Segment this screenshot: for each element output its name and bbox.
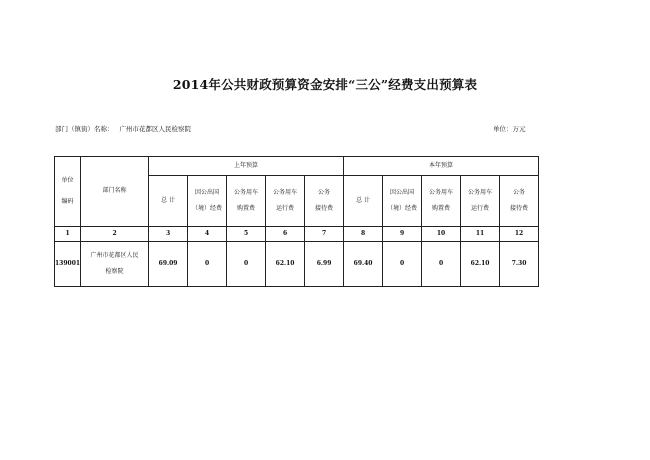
row-this-total: 69.40	[344, 242, 383, 287]
row-this-reception: 7.30	[500, 242, 539, 287]
unit-label: 单位：万元	[493, 125, 526, 133]
index-cell: 4	[188, 227, 227, 242]
row-this-purchase: 0	[422, 242, 461, 287]
header-this-abroad: 因公出国 （境）经费	[383, 176, 422, 227]
header-prev-year: 上年预算	[149, 157, 344, 176]
index-cell: 11	[461, 227, 500, 242]
row-dept-name	[81, 242, 149, 287]
header-prev-reception: 公务 接待费	[305, 176, 344, 227]
row-dept-name-line2: 检察院	[105, 268, 124, 275]
index-cell: 10	[422, 227, 461, 242]
index-cell: 7	[305, 227, 344, 242]
header-this-operate: 公务用车 运行费	[461, 176, 500, 227]
index-cell: 2	[81, 227, 149, 242]
header-prev-abroad: 因公出国 （境）经费	[188, 176, 227, 227]
document-title: 2014年公共财政预算资金安排“三公”经费支出预算表	[172, 77, 478, 92]
header-this-total: 总 计	[344, 176, 383, 227]
index-cell: 5	[227, 227, 266, 242]
index-cell: 1	[55, 227, 81, 242]
budget-table	[54, 156, 539, 287]
row-prev-operate: 62.10	[266, 242, 305, 287]
row-this-abroad: 0	[383, 242, 422, 287]
row-prev-purchase: 0	[227, 242, 266, 287]
header-prev-total: 总 计	[149, 176, 188, 227]
header-this-reception: 公务 接待费	[500, 176, 539, 227]
header-unit-code	[55, 157, 81, 227]
row-prev-abroad: 0	[188, 242, 227, 287]
header-row-top	[55, 157, 539, 176]
department-line	[55, 124, 191, 133]
row-dept-name-line1: 广州市花都区人民	[90, 251, 139, 259]
header-unit-code-line2: 编码	[61, 197, 74, 205]
row-prev-total: 69.09	[149, 242, 188, 287]
row-this-operate: 62.10	[461, 242, 500, 287]
row-prev-reception: 6.99	[305, 242, 344, 287]
department-label: 部门（镇街）名称：	[55, 125, 114, 133]
index-cell: 6	[266, 227, 305, 242]
header-this-purchase: 公务用车 购置费	[422, 176, 461, 227]
header-prev-purchase: 公务用车 购置费	[227, 176, 266, 227]
index-cell: 3	[149, 227, 188, 242]
header-this-year: 本年预算	[344, 157, 539, 176]
index-row	[55, 227, 539, 242]
header-prev-operate: 公务用车 运行费	[266, 176, 305, 227]
index-cell: 8	[344, 227, 383, 242]
index-cell: 12	[500, 227, 539, 242]
row-unit-code: 139001	[55, 242, 81, 287]
index-cell: 9	[383, 227, 422, 242]
department-value: 广州市花都区人民检察院	[119, 125, 191, 133]
header-unit-code-line1: 单位	[61, 177, 74, 185]
header-dept-name: 部门名称	[81, 157, 149, 227]
table-row	[55, 242, 539, 287]
